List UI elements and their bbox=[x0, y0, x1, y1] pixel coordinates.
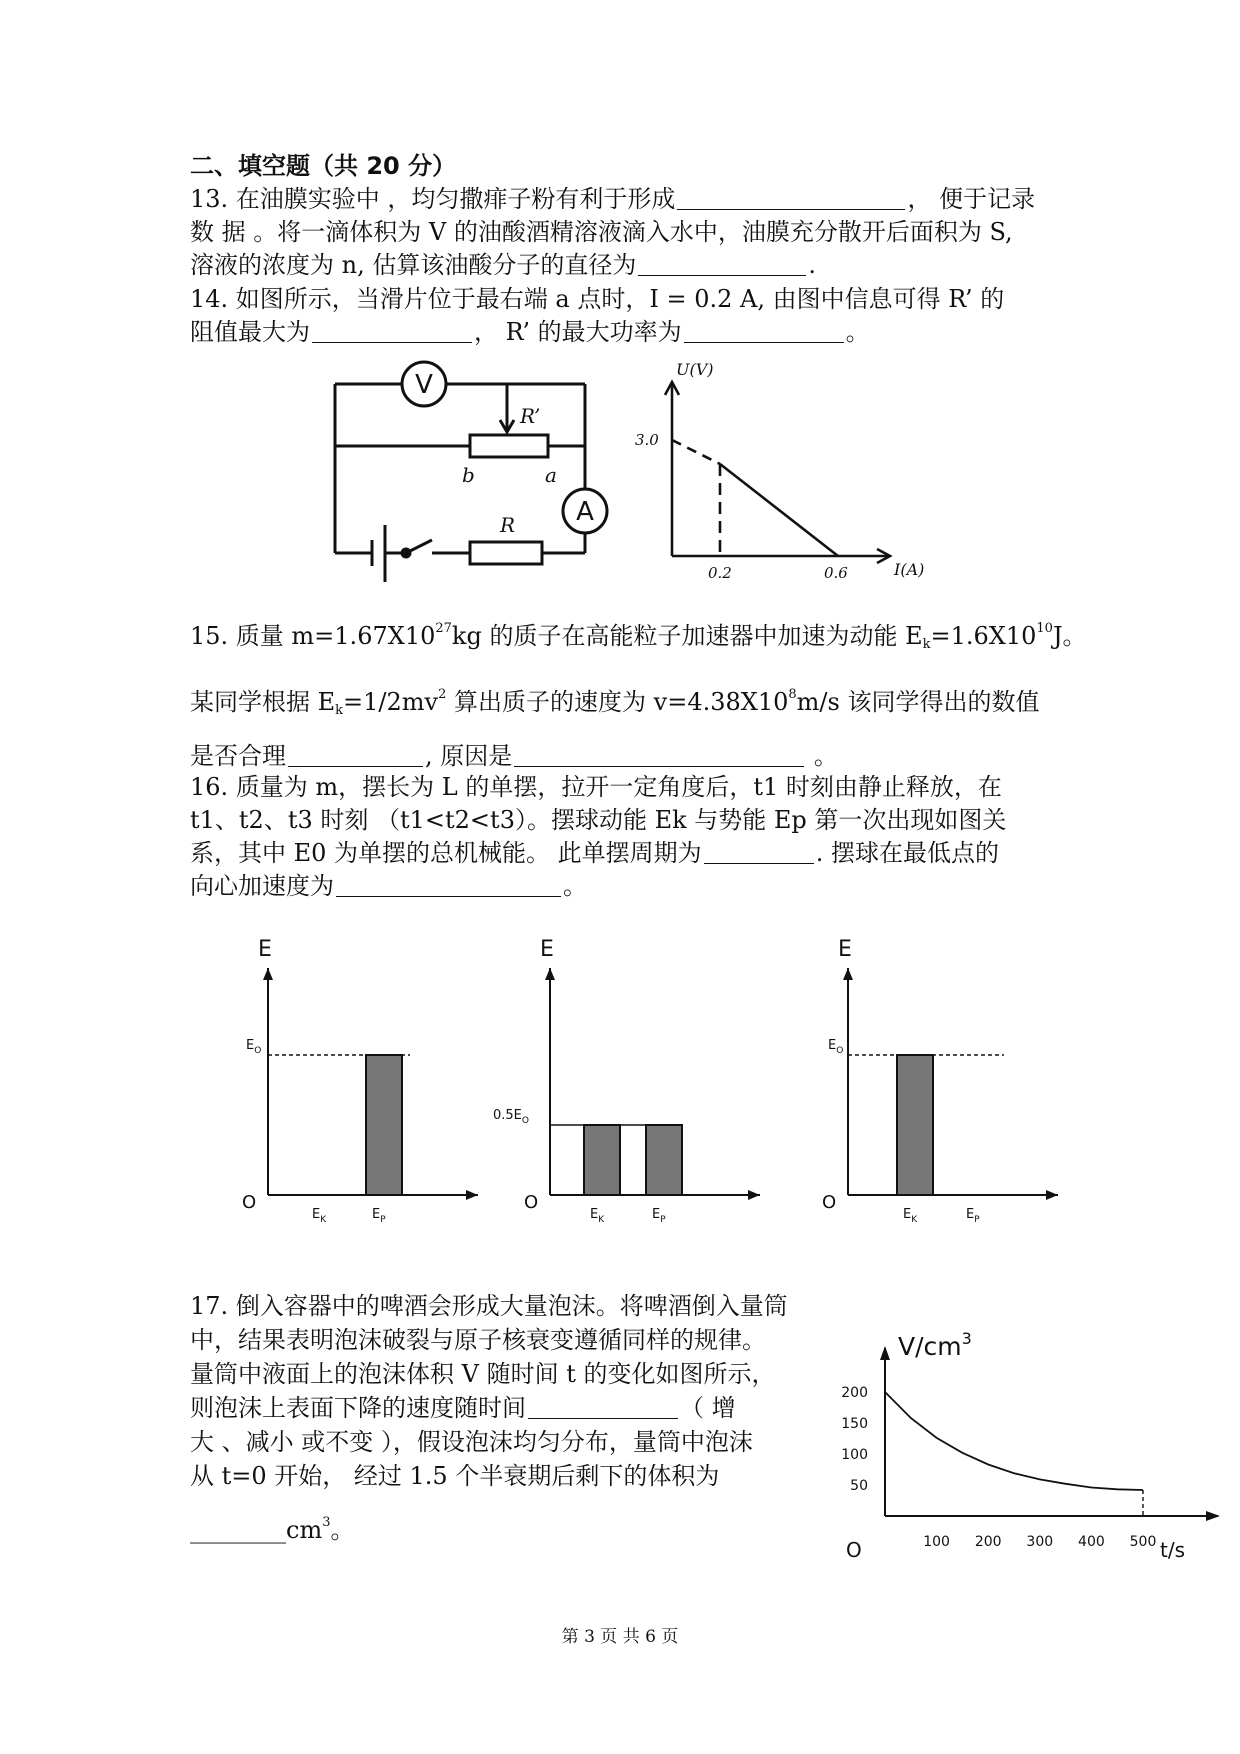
bar-label-ep: $E_P$ bbox=[372, 1207, 386, 1225]
x-tick-500: 500 bbox=[1129, 1534, 1157, 1550]
axis-label-e: E bbox=[540, 937, 554, 962]
q14-text-2a: 阻值最大为 bbox=[190, 318, 310, 346]
q16-text-3b: . 摆球在最低点的 bbox=[815, 839, 999, 867]
q17-line-5: 大 、减小 或不变 ），假设泡沫均匀分布，量筒中泡沫 bbox=[190, 1428, 753, 1456]
q14-line-1: 14. 如图所示，当滑片位于最右端 a 点时，I = 0.2 A, 由图中信息可得 R’ 的 bbox=[190, 285, 1005, 313]
x-tick-100: 100 bbox=[923, 1534, 950, 1550]
q16-text-4b: 。 bbox=[563, 872, 587, 900]
q17-text-7a[interactable]: ________cm bbox=[190, 1516, 323, 1544]
level-label: $0.5E_O$ bbox=[493, 1108, 529, 1126]
q13-text-1a: 13. 在油膜实验中 ，均匀撒痱子粉有利于形成 bbox=[190, 185, 676, 213]
x-tick-200: 200 bbox=[974, 1534, 1002, 1550]
bar-label-ep: $E_P$ bbox=[966, 1207, 980, 1225]
origin-label: O bbox=[846, 1538, 862, 1562]
y-tick-100: 100 bbox=[841, 1447, 868, 1463]
rheostat-end-b: b bbox=[462, 463, 475, 487]
q14-text-2c: 。 bbox=[845, 318, 870, 346]
resistor-label: R bbox=[500, 513, 516, 537]
q17-exp: 3 bbox=[322, 1515, 331, 1530]
q15-sub-1: k bbox=[922, 637, 931, 652]
bar-label-ek: $E_K$ bbox=[903, 1207, 918, 1225]
bar-label-ek: $E_K$ bbox=[312, 1207, 327, 1225]
x-axis-arrow bbox=[1206, 1511, 1220, 1521]
graph-y-tick: 3.0 bbox=[635, 431, 659, 449]
level-label: $E_O$ bbox=[246, 1038, 262, 1056]
graph-y-label: U(V) bbox=[676, 360, 714, 379]
origin-label: O bbox=[242, 1192, 257, 1213]
q13-line-2: 数 据 。将一滴体积为 V 的油酸酒精溶液滴入水中，油膜充分散开后面积为 S, bbox=[190, 218, 1013, 246]
q13-text-1b: ， 便于记录 bbox=[907, 185, 1036, 213]
y-axis-arrow bbox=[880, 1346, 890, 1360]
q15-exp-2: 10 bbox=[1036, 621, 1053, 636]
q15-text-1a: 15. 质量 m=1.67X10 bbox=[190, 622, 436, 650]
bar-label-ep: $E_P$ bbox=[652, 1207, 666, 1225]
rheostat-end-a: a bbox=[545, 463, 557, 487]
q13-text-3a: 溶液的浓度为 n, 估算该油酸分子的直径为 bbox=[190, 251, 637, 279]
bar-label-ek: $E_K$ bbox=[590, 1207, 605, 1225]
voltmeter-label: V bbox=[415, 370, 433, 400]
origin-label: O bbox=[524, 1192, 539, 1213]
q15-text-2b: =1/2mv bbox=[343, 688, 439, 716]
graph-x-tick-2: 0.6 bbox=[824, 564, 848, 582]
section-title: 二、填空题（共 20 分） bbox=[190, 152, 457, 180]
q14-text-2b: ， R’ 的最大功率为 bbox=[474, 318, 682, 346]
q15-text-3c: 。 bbox=[806, 742, 838, 770]
ammeter-label: A bbox=[576, 497, 594, 527]
q17-line-1: 17. 倒入容器中的啤酒会形成大量泡沫。将啤酒倒入量筒 bbox=[190, 1292, 788, 1320]
q15-text-3b: , 原因是 bbox=[425, 742, 513, 770]
decay-curve bbox=[885, 1392, 1143, 1490]
y-tick-200: 200 bbox=[841, 1385, 868, 1401]
y-tick-50: 50 bbox=[850, 1478, 868, 1494]
q16-line-2: t1、t2、t3 时刻 （t1<t2<t3）。摆球动能 Ek 与势能 Ep 第一次出现如图关 bbox=[190, 806, 1007, 834]
q17-text-7b: 。 bbox=[330, 1516, 355, 1544]
q17-line-6: 从 t=0 开始， 经过 1.5 个半衰期后剩下的体积为 bbox=[190, 1462, 720, 1490]
y-axis-label: $V/cm^3$ bbox=[898, 1329, 972, 1361]
q15-text-1b: kg 的质子在高能粒子加速器中加速为动能 E bbox=[451, 622, 923, 650]
graph-x-tick-1: 0.2 bbox=[708, 564, 732, 582]
axis-label-e: E bbox=[838, 937, 852, 962]
x-axis-label: t/s bbox=[1160, 1538, 1185, 1562]
q17-line-2: 中，结果表明泡沫破裂与原子核衰变遵循同样的规律。 bbox=[190, 1326, 766, 1354]
q15-sub-2: k bbox=[335, 703, 344, 718]
q15-text-2a: 某同学根据 E bbox=[190, 688, 336, 716]
y-tick-150: 150 bbox=[841, 1416, 868, 1432]
q17-text-4a: 则泡沫上表面下降的速度随时间 bbox=[190, 1394, 526, 1422]
q15-text-1c: =1.6X10 bbox=[930, 622, 1037, 650]
q17-line-3: 量筒中液面上的泡沫体积 V 随时间 t 的变化如图所示， bbox=[190, 1360, 776, 1388]
q15-text-2d: m/s 该同学得出的数值 bbox=[796, 688, 1040, 716]
level-label: $E_O$ bbox=[828, 1038, 844, 1056]
q13-text-3b: . bbox=[808, 251, 816, 279]
rheostat-label: R’ bbox=[520, 404, 541, 428]
q15-text-3a: 是否合理 bbox=[190, 742, 286, 770]
x-tick-400: 400 bbox=[1078, 1534, 1105, 1550]
x-tick-300: 300 bbox=[1026, 1534, 1054, 1550]
q16-line-1: 16. 质量为 m，摆长为 L 的单摆，拉开一定角度后，t1 时刻由静止释放，在 bbox=[190, 773, 1002, 801]
q16-text-3a: 系，其中 E0 为单摆的总机械能。 此单摆周期为 bbox=[190, 839, 702, 867]
q15-exp-1: 27 bbox=[435, 621, 452, 636]
axis-label-e: E bbox=[258, 937, 272, 962]
origin-label: O bbox=[822, 1192, 837, 1213]
q15-text-1d: J。 bbox=[1052, 622, 1087, 650]
q15-exp-4: 8 bbox=[788, 687, 797, 702]
graph-x-label: I(A) bbox=[894, 560, 925, 579]
q17-text-4b: （ 增 bbox=[680, 1394, 736, 1422]
q16-text-4a: 向心加速度为 bbox=[190, 872, 334, 900]
q15-exp-3: 2 bbox=[438, 687, 447, 702]
q15-text-2c: 算出质子的速度为 v=4.38X10 bbox=[446, 688, 789, 716]
page-footer: 第 3 页 共 6 页 bbox=[561, 1627, 679, 1647]
